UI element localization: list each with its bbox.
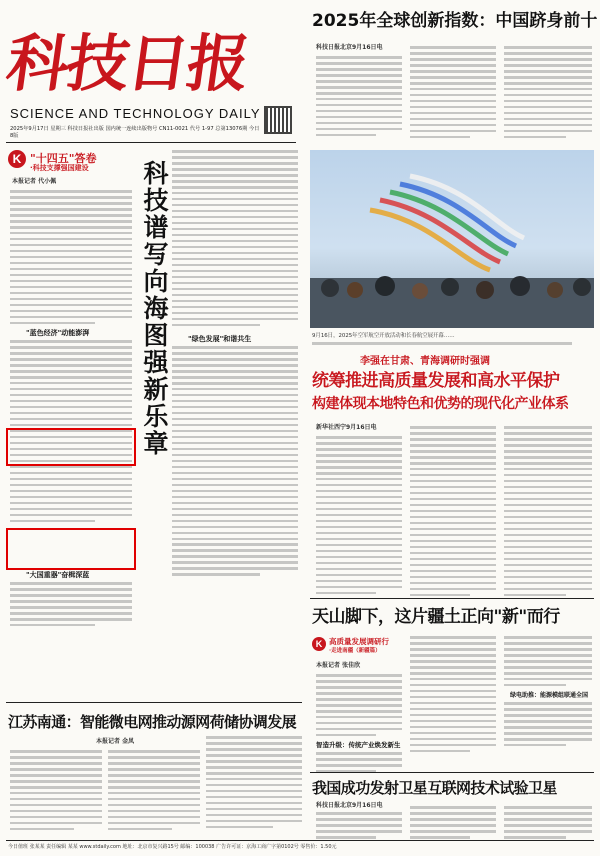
satellite-body-1 — [316, 812, 402, 842]
badge-sub: ·科技支撑强国建设 — [30, 164, 89, 172]
jiangsu-reporter: 本报记者 金凤 — [96, 738, 135, 745]
lead-kicker: 李强在甘肃、青海调研时强调 — [360, 356, 490, 367]
masthead — [2, 6, 296, 154]
left-body-3 — [10, 582, 132, 630]
top-right-body-3 — [504, 46, 592, 142]
photo-caption: 9月16日，2025年空军航空开放活动和长春航空展开幕…… — [312, 333, 455, 339]
left-subhead-2: "大国重器"奋楫深蓝 — [26, 571, 90, 579]
lead-headline-1: 统筹推进高质量发展和高水平保护 — [312, 371, 560, 391]
satellite-body-2 — [410, 806, 496, 842]
left-body-1 — [10, 190, 132, 328]
masthead-rule — [6, 142, 296, 143]
top-right-body-1 — [316, 56, 402, 140]
lead-body-1 — [316, 436, 402, 598]
lead-headline-2: 构建体现本地特色和优势的现代化产业体系 — [312, 396, 569, 412]
satellite-rule — [310, 772, 594, 773]
satellite-body-3 — [504, 806, 592, 842]
tianshan-badge-title: 高质量发展调研行 — [329, 637, 389, 646]
jiangsu-body-1 — [10, 750, 102, 834]
photo-caption-rest — [312, 342, 572, 348]
tianshan-sub1: 智造升级：传统产业焕发新生 — [316, 741, 401, 749]
lead-body-3 — [504, 426, 592, 600]
mid-subhead: "绿色发展"和谐共生 — [188, 335, 252, 343]
top-right-byline: 科技日报北京9月16日电 — [316, 44, 383, 51]
tianshan-sub2: 绿电助推：能源模组联通全国 — [510, 692, 589, 699]
jiangsu-rule — [6, 702, 302, 703]
left-reporter: 本报记者 代小佩 — [12, 178, 57, 185]
top-right-body-2 — [410, 46, 496, 142]
qr-code[interactable] — [264, 106, 292, 134]
jiangsu-headline: 江苏南通：智能微电网推动源网荷储协调发展 — [8, 713, 297, 731]
lead-byline: 新华社西宁9月16日电 — [316, 424, 377, 431]
satellite-headline: 我国成功发射卫星互联网技术试验卫星 — [312, 779, 557, 797]
tianshan-badge — [312, 636, 412, 658]
mid-body-2 — [172, 346, 298, 579]
mid-body-1 — [172, 150, 298, 330]
tianshan-headline: 天山脚下，这片疆土正向"新"而行 — [312, 607, 560, 627]
left-subhead-1: "蓝色经济"动能澎湃 — [26, 329, 90, 337]
top-right-headline: 2025年全球创新指数：中国跻身前十 — [312, 11, 598, 31]
jiangsu-body-2 — [108, 750, 200, 834]
masthead-subtitle: SCIENCE AND TECHNOLOGY DAILY — [10, 106, 261, 121]
tianshan-body-3 — [504, 636, 592, 690]
lead-body-2 — [410, 426, 496, 600]
airshow-photo — [310, 150, 594, 328]
k-icon: K — [8, 150, 26, 168]
airshow-illustration — [310, 150, 594, 328]
footer-rule — [6, 840, 594, 841]
satellite-byline: 科技日报北京9月16日电 — [316, 802, 383, 809]
tianshan-body-1 — [316, 674, 402, 740]
footer-text: 今日值班 张某某 责任编辑 某某 www.stdaily.com 地址：北京市复兴路15号 邮编：100038 广告许可证：京海工商广字第0102号 零售价：1.50元 — [8, 844, 337, 850]
tianshan-body-2 — [410, 636, 496, 756]
jiangsu-body-3 — [206, 736, 302, 832]
vertical-headline: 科技谱写向海图强新乐章 — [140, 160, 169, 457]
mid-rule — [310, 598, 594, 599]
tianshan-reporter: 本报记者 张佳欣 — [316, 662, 361, 669]
badge-title: "十四五"答卷 — [30, 152, 97, 165]
highlight-box-1 — [6, 428, 136, 466]
highlight-box-2 — [6, 528, 136, 570]
tianshan-body-3b — [504, 702, 592, 750]
masthead-title: 科技日报 — [2, 27, 253, 100]
k-icon-2: K — [312, 637, 326, 651]
tianshan-badge-sub: ·走进南疆（新疆篇） — [329, 648, 381, 654]
shisiwu-badge — [8, 150, 134, 170]
issue-line: 2025年9月17日 星期三 科技日报社出版 国内统一连续出版物号 CN11-0021 代号 1-97 总第13076期 今日8版 — [10, 126, 260, 139]
